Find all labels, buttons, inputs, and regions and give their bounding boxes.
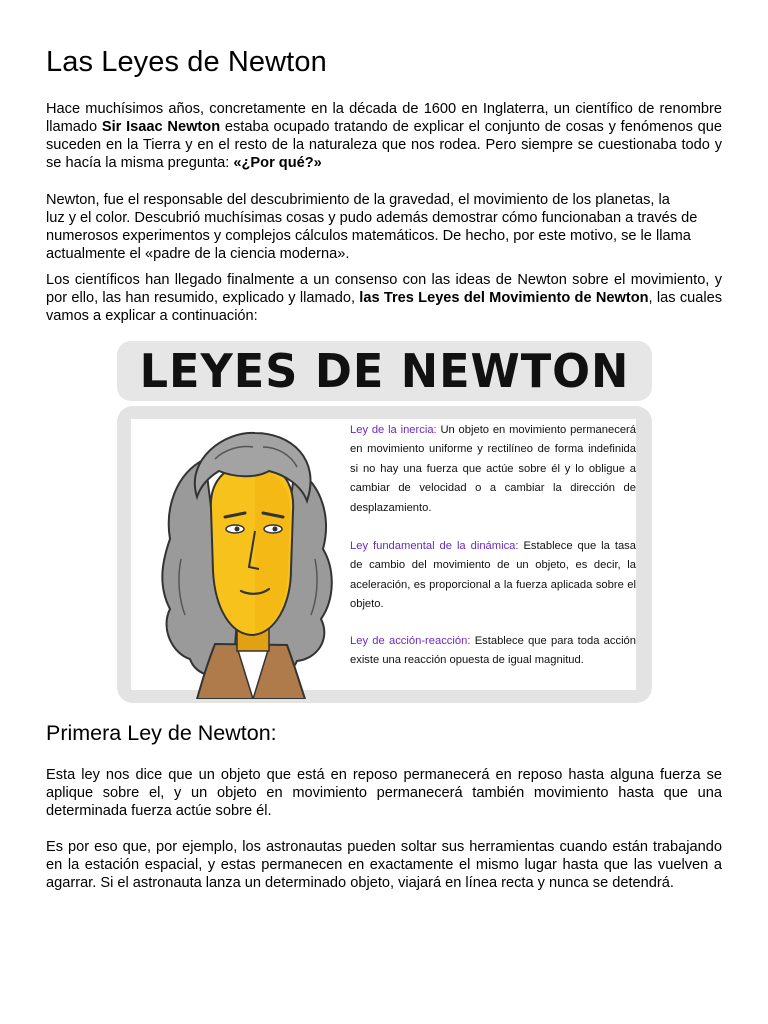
newton-line-4: actualmente el «padre de la ciencia moderna».: [46, 246, 350, 262]
law-action-reaction-title: Ley de acción-reacción:: [350, 635, 471, 647]
newton-line-2: luz y el color. Descubrió muchísimas cosas y pudo además demostrar cómo funcionaban a través de: [46, 210, 698, 226]
consensus-paragraph: [46, 271, 722, 325]
intro-paragraph: [46, 100, 722, 172]
newton-line-3: numerosos experimentos y complejos cálculos matemáticos. De hecho, por este motivo, se le llama: [46, 228, 691, 244]
first-law-paragraph: Esta ley nos dice que un objeto que está en reposo permanecerá en reposo hasta alguna fuerza se aplique sobre el, y un objeto en movimiento permanecerá también movimiento hasta que una determinada fuerza actúe sobre él.: [46, 767, 722, 819]
consensus-bold: las Tres Leyes del Movimiento de Newton: [359, 290, 649, 306]
consensus-text-1: Los científicos han llegado finalmente a un consenso con las ideas de Newton sobre el movimiento, y por ello, las han resumido, explicado y llamado,: [46, 272, 722, 306]
law-action-reaction: [350, 632, 636, 671]
newton-line-1: Newton, fue el responsable del descubrimiento de la gravedad, el movimiento de los planetas, la: [46, 192, 670, 208]
law-dynamics-title: Ley fundamental de la dinámica:: [350, 540, 519, 552]
infographic-banner-title: LEYES DE NEWTON: [139, 344, 630, 398]
law-dynamics-text: Establece que la tasa de cambio del movimiento de un objeto, es decir, la aceleración, es proporcional a la fuerza aplicada sobre el objeto.: [350, 540, 636, 611]
newton-infographic: [117, 341, 652, 703]
consensus-text-2: , las cuales vamos a explicar a continuación:: [46, 290, 722, 324]
law-inertia-text: Un objeto en movimiento permanecerá en movimiento uniforme y rectilíneo de forma indefinida si no hay una fuerza que actúe sobre él y lo obligue a cambiar de velocidad o a cambiar la dirección de desplazamiento.: [350, 424, 636, 514]
intro-text-1: Hace muchísimos años, concretamente en la década de 1600 en Inglaterra, un científico de renombre llamado: [46, 101, 722, 135]
law-inertia-title: Ley de la inercia:: [350, 424, 437, 436]
intro-name: Sir Isaac Newton: [101, 119, 221, 135]
law-action-reaction-text: Establece que para toda acción existe una reacción opuesta de igual magnitud.: [350, 635, 636, 667]
newton-portrait: [145, 419, 341, 699]
law-dynamics: [350, 537, 636, 615]
page-title: Las Leyes de Newton: [46, 46, 327, 78]
infographic-banner: [117, 341, 652, 401]
law-inertia: [350, 421, 636, 518]
intro-text-2: estaba ocupado tratando de explicar el conjunto de cosas y fenómenos que suceden en la Tierra y en el resto de la naturaleza que nos rodea. Pero siempre se cuestionaba todo y se hacía la misma pregunta:: [46, 119, 723, 171]
astronaut-paragraph: Es por eso que, por ejemplo, los astronautas pueden soltar sus herramientas cuando están trabajando en la estación espacial, y estas permanecen en exactamente el mismo lugar hasta que las vuelven a agarrar. Si el astronauta lanza un determinado objeto, viajará en línea recta y nunca se detendrá.: [46, 839, 722, 891]
section-title: Primera Ley de Newton:: [46, 721, 277, 745]
newton-paragraph: [46, 191, 722, 263]
intro-question: «¿Por qué?»: [233, 155, 322, 171]
